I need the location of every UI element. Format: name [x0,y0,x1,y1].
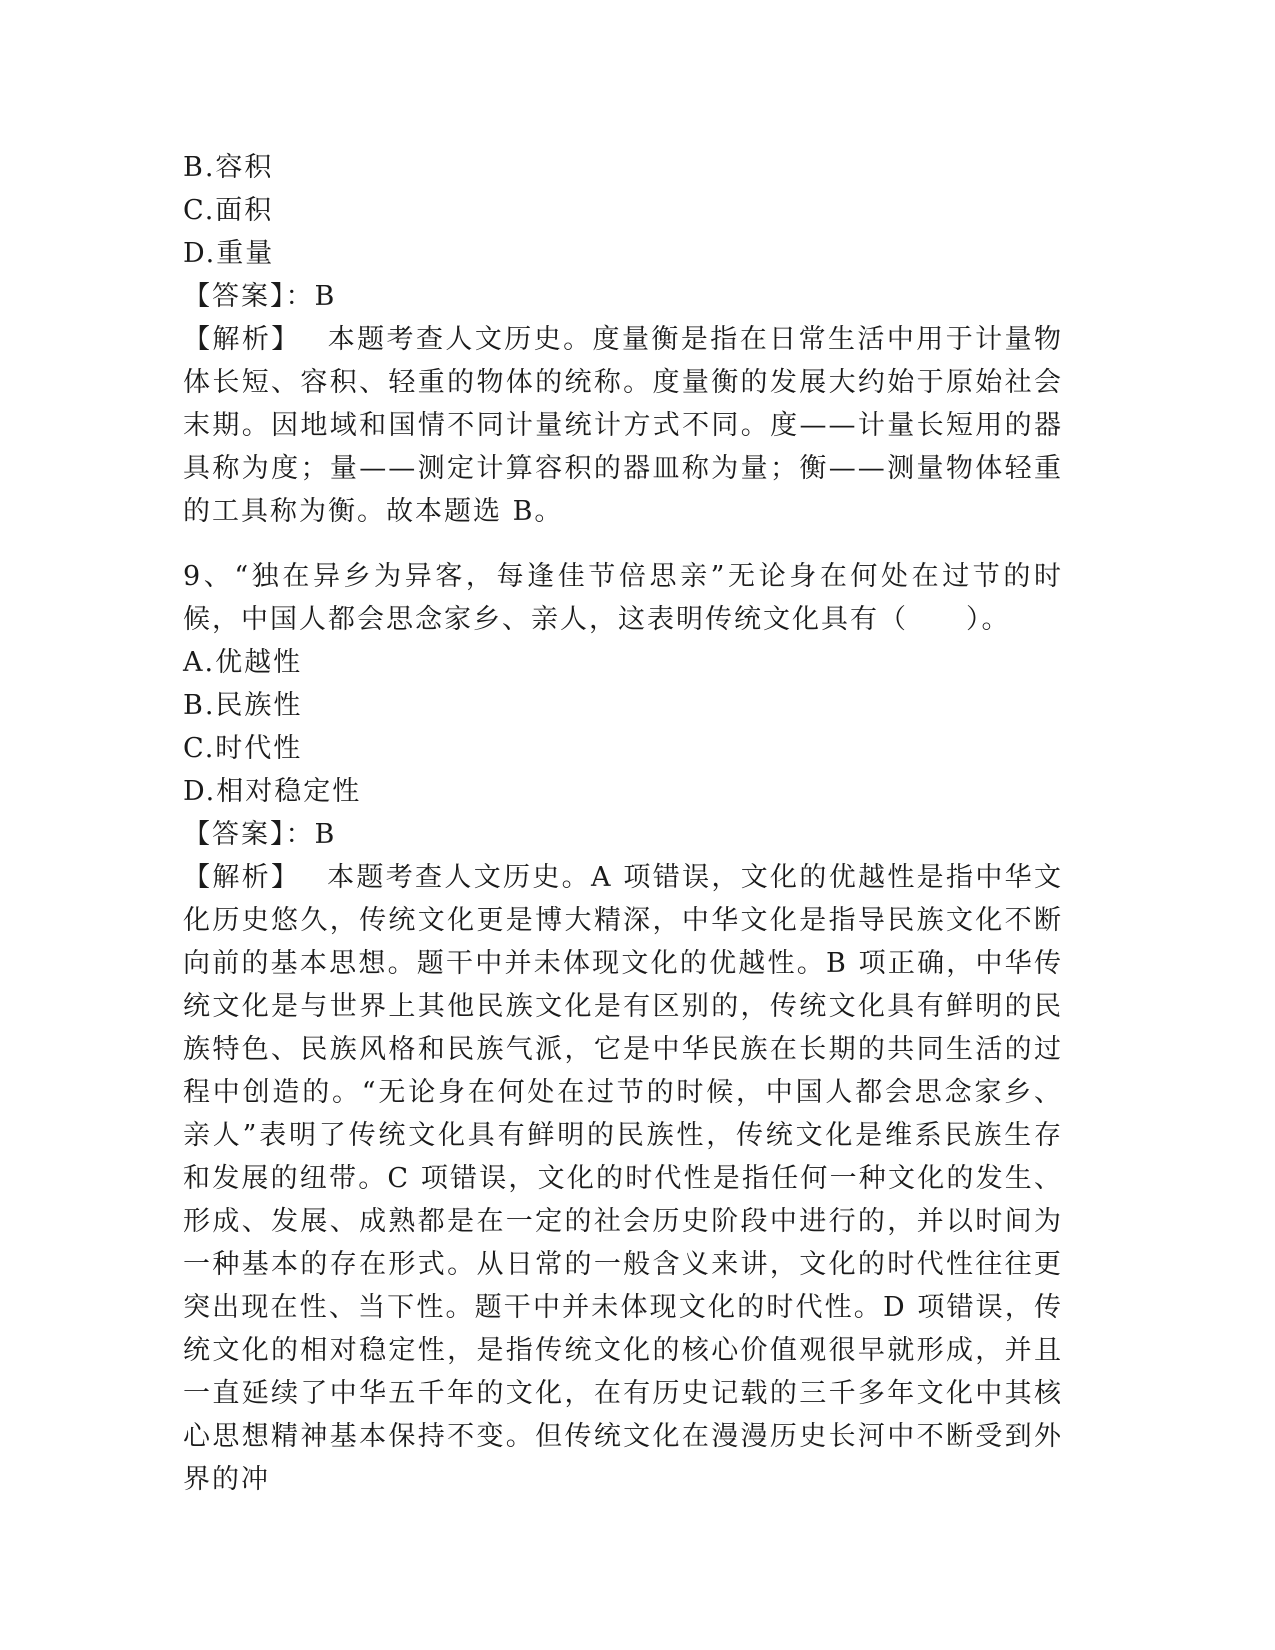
q8-option-c: C.面积 [183,195,274,226]
q8-option-d: D.重量 [183,238,275,269]
q9-stem: 9、“独在异乡为异客，每逢佳节倍思亲”无论身在何处在过节的时候，中国人都会思念家乡、亲人，这表明传统文化具有（ ）。 [183,561,1063,635]
q9-option-c: C.时代性 [183,733,303,764]
q8-answer: 【答案】：B [183,281,337,312]
q9-answer: 【答案】：B [183,819,337,850]
question-gap [183,533,1063,555]
document-page [183,146,1063,1501]
q8-analysis-tag: 【解析】 [183,324,288,355]
q9-option-a: A.优越性 [183,647,303,678]
q9-analysis-text: 本题考查人文历史。A 项错误，文化的优越性是指中华文化历史悠久，传统文化更是博大精深，中华文化是指导民族文化不断向前的基本思想。题干中并未体现文化的优越性。B 项正确，中华传统文化是与世界上其他民族文化是有区别的，传统文化具有鲜明的民族特色、民族风格和民族气派，它是中华民族在长期的共同生活的过程中创造的。“无论身在何处在过节的时候，中国人都会思念家乡、亲人”表明了传统文化具有鲜明的民族性，传统文化是维系民族生存和发展的纽带。C 项错误，文化的时代性是指任何一种文化的发生、形成、发展、成熟都是在一定的社会历史阶段中进行的，并以时间为一种基本的存在形式。从日常的一般含义来讲，文化的时代性往往更突出现在性、当下性。题干中并未体现文化的时代性。D 项错误，传统文化的相对稳定性，是指传统文化的核心价值观很早就形成，并且一直延续了中华五千年的文化，在有历史记载的三千多年文化中其核心思想精神基本保持不变。但传统文化在漫漫历史长河中不断受到外界的冲 [183,862,1063,1495]
q9-option-d: D.相对稳定性 [183,776,362,807]
q9-analysis-tag: 【解析】 [183,862,287,893]
q9-option-b: B.民族性 [183,690,303,721]
q8-analysis [183,318,1063,533]
q9-analysis [183,856,1063,1501]
q8-option-b: B.容积 [183,152,274,183]
q8-analysis-text: 本题考查人文历史。度量衡是指在日常生活中用于计量物体长短、容积、轻重的物体的统称。度量衡的发展大约始于原始社会末期。因地域和国情不同计量统计方式不同。度——计量长短用的器具称为度；量——测定计算容积的器皿称为量；衡——测量物体轻重的工具称为衡。故本题选 B。 [183,324,1064,527]
